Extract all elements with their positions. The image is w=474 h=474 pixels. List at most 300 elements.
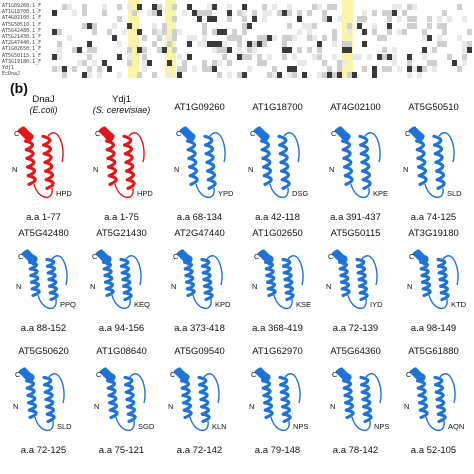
alignment-residue-shade — [422, 66, 427, 72]
alignment-residue-shade — [197, 16, 202, 22]
alignment-residue-shade — [432, 60, 437, 66]
alignment-residue-shade — [442, 41, 447, 47]
structure-name: AT5G61880 — [408, 346, 459, 357]
protein-structure-cartoon — [238, 118, 317, 210]
alignment-residue-shade — [207, 10, 212, 16]
alignment-residue-shade — [367, 54, 372, 60]
protein-structure-cartoon — [160, 241, 239, 321]
c-terminus-label: C — [331, 129, 337, 138]
residue-range: a.a 94-156 — [98, 323, 145, 334]
alignment-residue-shade — [177, 54, 182, 60]
alignment-residue-shade — [462, 60, 467, 66]
alignment-residue-shade — [92, 60, 97, 66]
structure-name: AT5G64360 — [330, 346, 381, 357]
ribbon-model — [100, 128, 144, 197]
alignment-residue-shade — [392, 60, 397, 66]
helix-turn — [282, 180, 289, 189]
alignment-residue-shade — [332, 35, 337, 41]
alignment-residue-shade — [202, 35, 207, 41]
alignment-row — [0, 35, 474, 41]
c-terminus-label: C — [409, 252, 415, 261]
alignment-residue-shade — [87, 41, 92, 47]
sequence-alignment-panel — [0, 0, 474, 78]
alignment-residue-shade — [262, 41, 267, 47]
alignment-residue-shade — [262, 4, 267, 10]
alignment-residue-shade — [347, 23, 352, 29]
alignment-residue-shade — [167, 60, 172, 66]
alignment-residue-shade — [347, 29, 352, 35]
helix-turn — [437, 180, 444, 189]
structure-name: AT5G42480 — [18, 228, 69, 239]
alignment-row-id: AT4G02100.1_F — [2, 15, 42, 22]
alignment-residue-shade — [117, 72, 122, 78]
alignment-residue-shade — [387, 16, 392, 22]
residue-range: a.a 72-142 — [176, 445, 223, 456]
n-terminus-label: N — [252, 282, 258, 291]
alignment-residue-shade — [222, 29, 227, 35]
helix-turn — [342, 289, 349, 296]
alignment-row — [0, 29, 474, 35]
alignment-residue-shade — [57, 41, 62, 47]
n-terminus-label: N — [403, 165, 409, 174]
alignment-residue-shade — [262, 16, 267, 22]
alignment-residue-shade — [257, 54, 262, 60]
alignment-residue-shade — [102, 60, 107, 66]
alignment-residue-shade — [362, 16, 367, 22]
residue-range: a.a 52-105 — [410, 445, 457, 456]
ribbon-model — [19, 128, 63, 197]
helix-turn — [205, 293, 212, 300]
n-terminus-label: N — [12, 165, 18, 174]
alignment-residue-shade — [247, 54, 252, 60]
alignment-residue-shade — [332, 54, 337, 60]
alignment-sequence — [52, 47, 472, 53]
alignment-residue-shade — [112, 35, 117, 41]
alignment-residue-shade — [337, 72, 342, 78]
alignment-residue-shade — [152, 72, 157, 78]
alignment-residue-shade — [457, 4, 462, 10]
alignment-sequence — [52, 35, 472, 41]
alignment-residue-shade — [187, 41, 192, 47]
alignment-residue-shade — [322, 10, 327, 16]
helix-turn — [184, 410, 191, 417]
alignment-residue-shade — [287, 23, 292, 29]
protein-structure-cartoon — [160, 359, 239, 443]
protein-structure-cartoon — [160, 118, 239, 210]
residue-range: a.a 98-149 — [410, 323, 457, 334]
motif-label: HPD — [56, 189, 72, 198]
alignment-residue-shade — [447, 16, 452, 22]
alignment-residue-shade — [142, 47, 147, 53]
alignment-residue-shade — [217, 72, 222, 78]
c-terminus-label: C — [254, 252, 260, 261]
helix-turn — [28, 136, 33, 141]
alignment-residue-shade — [392, 54, 397, 60]
alignment-residue-shade — [172, 35, 177, 41]
alignment-residue-shade — [192, 66, 197, 72]
alignment-residue-shade — [112, 23, 117, 29]
protein-structure-cartoon — [316, 359, 395, 443]
alignment-residue-shade — [412, 16, 417, 22]
alignment-residue-shade — [462, 16, 467, 22]
alignment-residue-shade — [212, 66, 217, 72]
residue-range: a.a 88-152 — [20, 323, 67, 334]
alignment-residue-shade — [212, 16, 217, 22]
structure-name: AT4G02100 — [330, 102, 381, 113]
ribbon-model — [410, 128, 454, 197]
c-terminus-label: C — [251, 370, 257, 379]
alignment-residue-shade — [292, 35, 297, 41]
alignment-residue-shade — [287, 4, 292, 10]
helix-turn — [419, 136, 424, 141]
c-terminus-label: C — [173, 252, 179, 261]
helix-turn — [420, 377, 425, 382]
alignment-row — [0, 41, 474, 47]
structure-name: AT1G09260 — [174, 102, 225, 113]
alignment-residue-shade — [422, 54, 427, 60]
alignment-residue-shade — [87, 72, 92, 78]
n-terminus-label: N — [90, 282, 96, 291]
alignment-residue-shade — [227, 4, 232, 10]
alignment-sequence — [52, 41, 472, 47]
alignment-residue-shade — [67, 35, 72, 41]
helix-turn — [190, 136, 195, 141]
alignment-residue-shade — [127, 47, 132, 53]
alignment-residue-shade — [312, 35, 317, 41]
alignment-residue-shade — [312, 23, 317, 29]
alignment-sequence — [52, 54, 472, 60]
alignment-residue-shade — [272, 4, 277, 10]
alignment-residue-shade — [387, 29, 392, 35]
alignment-residue-shade — [362, 66, 367, 72]
c-terminus-label: C — [176, 129, 182, 138]
alignment-residue-shade — [372, 72, 377, 78]
alignment-row — [0, 54, 474, 60]
residue-range: a.a 72-139 — [332, 323, 379, 334]
ribbon-model — [336, 128, 380, 197]
alignment-residue-shade — [272, 66, 277, 72]
alignment-residue-shade — [457, 66, 462, 72]
residue-range: a.a 68-134 — [176, 212, 223, 223]
alignment-residue-shade — [242, 4, 247, 10]
alignment-row-id: EcDnaJ — [2, 71, 21, 78]
alignment-residue-shade — [87, 66, 92, 72]
alignment-residue-shade — [317, 4, 322, 10]
alignment-residue-shade — [297, 29, 302, 35]
helix-turn — [286, 293, 293, 300]
alignment-residue-shade — [357, 23, 362, 29]
motif-label: KPD — [215, 300, 231, 309]
alignment-residue-shade — [362, 41, 367, 47]
motif-label: PPQ — [60, 300, 76, 309]
alignment-residue-shade — [107, 29, 112, 35]
alignment-residue-shade — [147, 60, 152, 66]
n-terminus-label: N — [93, 165, 99, 174]
alignment-residue-shade — [392, 47, 397, 53]
structure-name: AT1G18700 — [252, 102, 303, 113]
protein-structure-cartoon — [238, 241, 317, 321]
alignment-row — [0, 4, 474, 10]
c-terminus-label: C — [170, 370, 176, 379]
alignment-row — [0, 60, 474, 66]
n-terminus-label: N — [326, 282, 332, 291]
alignment-residue-shade — [52, 10, 57, 16]
structure-name: AT1G02650 — [252, 228, 303, 239]
alignment-residue-shade — [412, 4, 417, 10]
alignment-residue-shade — [337, 66, 342, 72]
motif-label: KEQ — [134, 300, 150, 309]
helix-turn — [128, 414, 135, 421]
helix-turn — [208, 180, 215, 189]
alignment-residue-shade — [437, 16, 442, 22]
alignment-residue-shade — [142, 54, 147, 60]
protein-structure-cartoon — [238, 359, 317, 443]
motif-label: SLD — [447, 189, 462, 198]
alignment-residue-shade — [372, 23, 377, 29]
c-terminus-label: C — [406, 370, 412, 379]
alignment-residue-shade — [407, 72, 412, 78]
alignment-residue-shade — [447, 54, 452, 60]
structure-name: AT2G47440 — [174, 228, 225, 239]
alignment-residue-shade — [317, 47, 322, 53]
protein-structure-cartoon — [394, 118, 473, 210]
alignment-residue-shade — [177, 29, 182, 35]
alignment-residue-shade — [362, 29, 367, 35]
alignment-residue-shade — [162, 29, 167, 35]
residue-range: a.a 1-75 — [104, 212, 139, 223]
helix-turn — [268, 259, 273, 264]
alignment-residue-shade — [122, 29, 127, 35]
alignment-residue-shade — [172, 47, 177, 53]
helix-turn — [184, 377, 189, 382]
alignment-residue-shade — [397, 4, 402, 10]
alignment-residue-shade — [202, 29, 207, 35]
alignment-sequence — [52, 10, 472, 16]
protein-structure-cartoon — [4, 359, 83, 443]
alignment-residue-shade — [127, 4, 132, 10]
helix-turn — [28, 176, 35, 185]
helix-turn — [106, 259, 111, 264]
alignment-residue-shade — [137, 72, 142, 78]
helix-turn — [110, 410, 117, 417]
alignment-residue-shade — [327, 16, 332, 22]
helix-turn — [32, 289, 39, 296]
alignment-residue-shade — [127, 23, 132, 29]
alignment-residue-shade — [307, 29, 312, 35]
alignment-residue-shade — [362, 10, 367, 16]
alignment-residue-shade — [247, 66, 252, 72]
alignment-residue-shade — [292, 66, 297, 72]
alignment-residue-shade — [57, 47, 62, 53]
helix-turn — [106, 289, 113, 296]
alignment-residue-shade — [127, 60, 132, 66]
alignment-residue-shade — [327, 66, 332, 72]
alignment-residue-shade — [182, 60, 187, 66]
alignment-residue-shade — [402, 10, 407, 16]
alignment-row — [0, 16, 474, 22]
c-terminus-label: C — [15, 370, 21, 379]
alignment-residue-shade — [212, 4, 217, 10]
helix-turn — [264, 136, 269, 141]
alignment-residue-shade — [182, 66, 187, 72]
c-terminus-label: C — [18, 252, 24, 261]
n-terminus-label: N — [13, 402, 19, 411]
n-terminus-label: N — [248, 165, 254, 174]
ribbon-model — [255, 128, 299, 197]
alignment-residue-shade — [192, 35, 197, 41]
alignment-residue-shade — [237, 35, 242, 41]
motif-label: AQN — [448, 422, 465, 431]
alignment-residue-shade — [97, 66, 102, 72]
alignment-residue-shade — [172, 16, 177, 22]
alignment-residue-shade — [392, 10, 397, 16]
structure-name: Ydj1 — [111, 94, 131, 105]
alignment-residue-shade — [427, 23, 432, 29]
alignment-residue-shade — [102, 4, 107, 10]
motif-label: NPS — [374, 422, 390, 431]
n-terminus-label: N — [174, 165, 180, 174]
n-terminus-label: N — [94, 402, 100, 411]
helix-turn — [345, 136, 350, 141]
alignment-residue-shade — [132, 10, 137, 16]
alignment-residue-shade — [227, 47, 232, 53]
alignment-residue-shade — [152, 41, 157, 47]
alignment-residue-shade — [317, 54, 322, 60]
structure-name: AT5G21430 — [96, 228, 147, 239]
helix-turn — [109, 136, 114, 141]
alignment-residue-shade — [82, 4, 87, 10]
alignment-residue-shade — [97, 72, 102, 78]
protein-structure-cartoon — [4, 241, 83, 321]
alignment-residue-shade — [292, 72, 297, 78]
alignment-residue-shade — [142, 35, 147, 41]
helix-turn — [29, 377, 34, 382]
alignment-residue-shade — [297, 10, 302, 16]
alignment-residue-shade — [422, 47, 427, 53]
alignment-residue-shade — [72, 10, 77, 16]
helix-turn — [127, 180, 134, 189]
protein-structure-cartoon — [82, 359, 161, 443]
alignment-residue-shade — [167, 41, 172, 47]
alignment-row-id: AT5G50510.1_F — [2, 21, 42, 28]
alignment-residue-shade — [407, 60, 412, 66]
alignment-residue-shade — [372, 29, 377, 35]
helix-turn — [423, 259, 428, 264]
helix-turn — [187, 289, 194, 296]
alignment-residue-shade — [342, 60, 347, 66]
alignment-residue-shade — [297, 47, 302, 53]
structure-organism: (S. cerevisiae) — [92, 105, 151, 115]
c-terminus-label: C — [328, 252, 334, 261]
alignment-sequence — [52, 29, 472, 35]
helix-turn — [202, 414, 209, 421]
alignment-residue-shade — [167, 72, 172, 78]
alignment-residue-shade — [217, 60, 222, 66]
motif-label: KSE — [296, 300, 312, 309]
residue-range: a.a 391-437 — [330, 212, 381, 223]
alignment-residue-shade — [272, 35, 277, 41]
alignment-row-id: Ydj1 — [2, 65, 15, 71]
n-terminus-label: N — [249, 402, 255, 411]
residue-range: a.a 79-148 — [254, 445, 301, 456]
alignment-residue-shade — [92, 23, 97, 29]
alignment-residue-shade — [242, 16, 247, 22]
helix-turn — [264, 176, 271, 185]
alignment-residue-shade — [152, 23, 157, 29]
structure-name: AT5G50620 — [18, 346, 69, 357]
alignment-residue-shade — [317, 41, 322, 47]
alignment-residue-shade — [372, 10, 377, 16]
alignment-residue-shade — [247, 23, 252, 29]
helix-turn — [190, 176, 197, 185]
helix-turn — [265, 410, 272, 417]
alignment-row — [0, 10, 474, 16]
helix-turn — [345, 176, 352, 185]
alignment-residue-shade — [442, 29, 447, 35]
alignment-residue-shade — [232, 29, 237, 35]
alignment-residue-shade — [127, 54, 132, 60]
helix-turn — [268, 289, 275, 296]
alignment-residue-shade — [302, 60, 307, 66]
helix-turn — [109, 176, 116, 185]
motif-label: NPS — [293, 422, 309, 431]
n-terminus-label: N — [16, 282, 22, 291]
alignment-row-id: AT1G02650.1_F — [2, 46, 42, 53]
alignment-sequence — [52, 72, 472, 78]
residue-range: a.a 74-125 — [410, 212, 457, 223]
residue-range: a.a 1-77 — [26, 212, 61, 223]
c-terminus-label: C — [95, 129, 101, 138]
motif-label: SLD — [57, 422, 72, 431]
alignment-row-id: AT1G18700.1_F — [2, 9, 42, 16]
alignment-residue-shade — [267, 54, 272, 60]
helix-turn — [364, 414, 371, 421]
helix-turn — [342, 259, 347, 264]
c-terminus-label: C — [96, 370, 102, 379]
alignment-row-id: AT5G42480.1_F — [2, 27, 42, 34]
structure-name: AT5G09540 — [174, 346, 225, 357]
motif-label: KPE — [373, 189, 389, 198]
alignment-residue-shade — [427, 35, 432, 41]
alignment-residue-shade — [67, 4, 72, 10]
alignment-residue-shade — [332, 29, 337, 35]
n-terminus-label: N — [330, 402, 336, 411]
protein-structure-cartoon — [394, 241, 473, 321]
alignment-residue-shade — [92, 29, 97, 35]
protein-structure-cartoon — [316, 118, 395, 210]
structure-name: AT5G50510 — [408, 102, 459, 113]
alignment-residue-shade — [432, 47, 437, 53]
helix-turn — [346, 410, 353, 417]
helix-turn — [265, 377, 270, 382]
alignment-residue-shade — [137, 29, 142, 35]
alignment-residue-shade — [227, 60, 232, 66]
helix-turn — [283, 414, 290, 421]
alignment-row-id: AT3G19180.1_F — [2, 58, 42, 65]
alignment-sequence — [52, 60, 472, 66]
alignment-residue-shade — [227, 10, 232, 16]
helix-turn — [419, 176, 426, 185]
alignment-residue-shade — [237, 47, 242, 53]
alignment-residue-shade — [267, 10, 272, 16]
alignment-row-id: AT2G47440.1_F — [2, 40, 42, 47]
alignment-residue-shade — [162, 23, 167, 29]
alignment-residue-shade — [157, 35, 162, 41]
alignment-residue-shade — [387, 66, 392, 72]
residue-range: a.a 72-125 — [20, 445, 67, 456]
alignment-residue-shade — [57, 54, 62, 60]
alignment-residue-shade — [242, 72, 247, 78]
